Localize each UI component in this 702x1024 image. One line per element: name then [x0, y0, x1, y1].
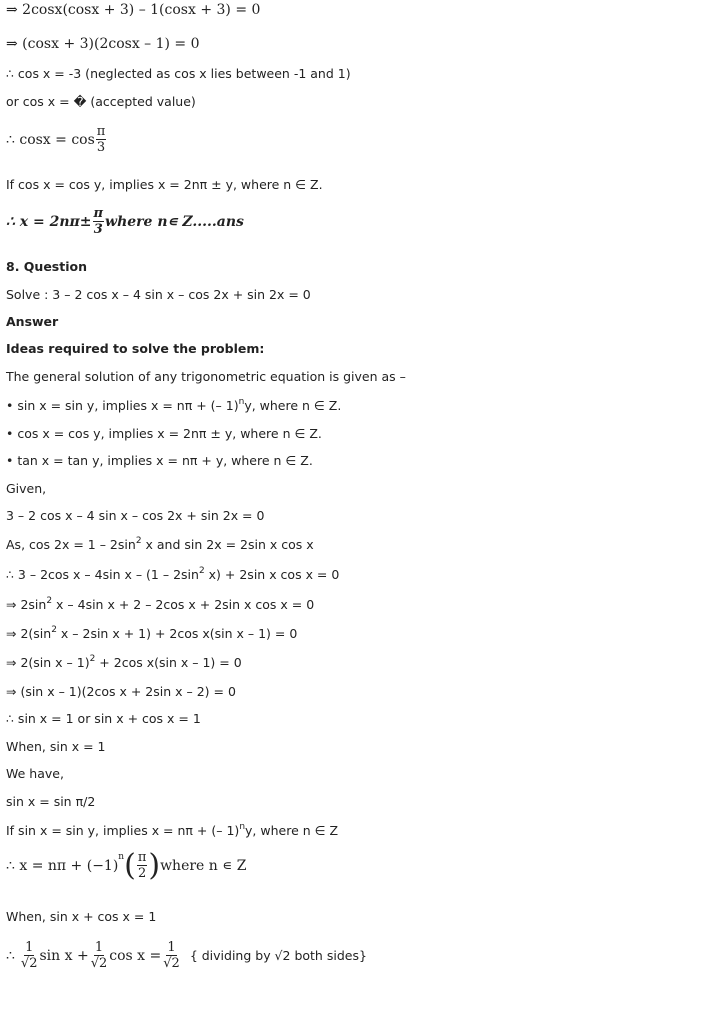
step-substitute: ∴ 3 – 2cos x – 4sin x – ($1 - 2\sin^2$ x) + 2sin x cos x = 0: [6, 565, 340, 582]
step-group: ⇒ $2(\sin^2$ x – 2sin x + 1) + 2cos x(sin x – 1) = 0: [6, 624, 298, 641]
divide-line: [6, 940, 367, 971]
answer-prefix: ∴ x = 2nπ±: [6, 213, 92, 230]
sin-pi-over-2: sin x = sin π/2: [6, 794, 96, 809]
step-square: ⇒ 2(sin x – 1)$^2$ + 2cos x(sin x – 1) = 0: [6, 653, 242, 670]
case-1-label: When, sin x = 1: [6, 739, 106, 754]
dividing-note: { dividing by √2 both sides}: [189, 947, 367, 963]
sin-term: sin x +: [39, 947, 89, 964]
case-2-label: When, sin x + cos x = 1: [6, 909, 157, 924]
fraction-pi-over-3: $\frac{\pi}{3}$: [96, 124, 106, 155]
line-step-2: ⇒ (cosx + 3)(2cosx – 1) = 0: [6, 36, 200, 52]
fraction-pi-over-3-answer: $\frac{\pi}{3}$: [93, 206, 104, 237]
step-cases: ∴ sin x = 1 or sin x + cos x = 1: [6, 711, 201, 726]
bullet-tan: • tan x = tan y, implies x = nπ + y, where n ∈ Z.: [6, 453, 313, 468]
therefore-symbol: ∴: [6, 947, 15, 964]
solution-case-1: ∴ x = nπ + (−1) $^n$ ( $\frac{\pi}{2}$ ) where n ∊ Z: [6, 847, 247, 883]
bullet-sin: • sin x = sin y, implies x = nπ + (– 1)$^n$y, where n ∈ Z.: [6, 396, 342, 413]
fraction-1-over-root2-c: $\frac{1}{√2}$: [163, 940, 180, 971]
solution-prefix: ∴ x = nπ + (−1): [6, 857, 119, 874]
sin-rule: If sin x = sin y, implies x = nπ + (– 1)$^n$y, where n ∈ Z: [6, 821, 339, 838]
line-step-1: ⇒ 2cosx(cosx + 3) – 1(cosx + 3) = 0: [6, 2, 261, 18]
line-neglected: ∴ cos x = -3 (neglected as cos x lies between -1 and 1): [6, 66, 351, 81]
question-heading: 8. Question: [6, 259, 87, 274]
answer-suffix: where n∊ Z.....ans: [105, 213, 244, 230]
cos-eq-prefix: ∴ cosx = cos: [6, 131, 95, 148]
general-solution-text: The general solution of any trigonometric equation is given as –: [6, 369, 406, 384]
answer-heading: Answer: [6, 314, 59, 329]
given-label: Given,: [6, 481, 47, 496]
bullet-cos: • cos x = cos y, implies x = 2nπ ± y, where n ∈ Z.: [6, 426, 322, 441]
fraction-1-over-root2-b: $\frac{1}{√2}$: [90, 940, 108, 971]
line-answer-7: [6, 206, 244, 237]
identity-line: As, $\cos 2x = 1 - 2\sin^2$ x and sin 2x = 2sin x cos x: [6, 535, 314, 552]
solution-suffix: where n ∊ Z: [160, 857, 247, 874]
question-text: Solve : 3 – 2 cos x – 4 sin x – cos 2x + sin 2x = 0: [6, 287, 311, 302]
step-expand: ⇒ $2\sin^2$ x – 4sin x + 2 – 2cos x + 2sin x cos x = 0: [6, 595, 315, 612]
we-have-label: We have,: [6, 766, 64, 781]
line-cos-equation: [6, 124, 107, 155]
line-accepted: or cos x = � (accepted value): [6, 94, 196, 109]
line-cos-rule: If cos x = cos y, implies x = 2nπ ± y, where n ∈ Z.: [6, 177, 323, 192]
ideas-heading: Ideas required to solve the problem:: [6, 341, 265, 356]
left-paren: (: [124, 847, 136, 883]
step-factor: ⇒ (sin x – 1)(2cos x + 2sin x – 2) = 0: [6, 684, 236, 699]
fraction-pi-over-2: $\frac{\pi}{2}$: [137, 850, 147, 881]
right-paren: ): [148, 847, 161, 883]
fraction-1-over-root2-a: $\frac{1}{√2}$: [20, 940, 38, 971]
given-equation: 3 – 2 cos x – 4 sin x – cos 2x + sin 2x = 0: [6, 508, 265, 523]
cos-term: cos x =: [109, 947, 162, 964]
